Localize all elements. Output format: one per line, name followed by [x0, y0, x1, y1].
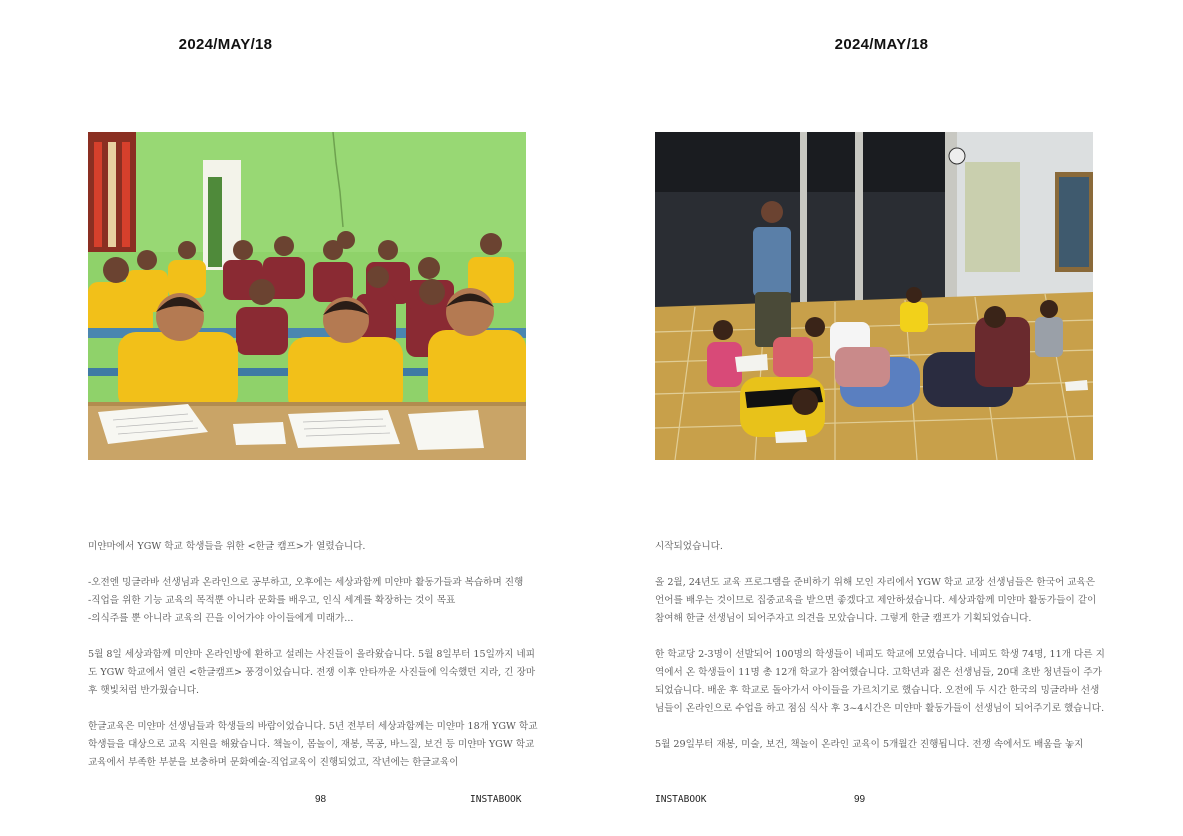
paragraph: 미얀마에서 YGW 학교 학생들을 위한 <한글 캠프>가 열렸습니다. [88, 541, 366, 552]
paragraph: 한글교육은 미얀마 선생님들과 학생들의 바람이었습니다. 5년 전부터 세상과함께는 미얀마 18개 YGW 학교 학생들을 대상으로 교육 지원을 해왔습니다. 책놀이, 몸놀이, 재봉, 목공, 바느질, 보건 등 미얀마 YGW 학교 교육에서 부족한 부분을 보충하며 문화예술-직업교육이 진행되었고, 작년에는 한글교육이 [88, 721, 538, 768]
classroom-photo [88, 132, 526, 460]
right-body-text [655, 538, 1105, 772]
night-class-photo [655, 132, 1093, 460]
paragraph: -오전엔 밍글라바 선생님과 온라인으로 공부하고, 오후에는 세상과함께 미얀마 활동가들과 복습하며 진행 -직업을 위한 기능 교육의 목적뿐 아니라 문화를 배우고, 인식 세계를 확장하는 것이 목표 -의식주를 뿐 아니라 교육의 끈을 이어가야 아이들에게 미래가... [88, 577, 524, 624]
page-date: 2024/MAY/18 [178, 36, 273, 53]
paragraph: 시작되었습니다. [655, 541, 723, 552]
paragraph: 올 2월, 24년도 교육 프로그램을 준비하기 위해 모인 자리에서 YGW 학교 교장 선생님들은 한국어 교육은 언어를 배우는 것이므로 집중교육을 받으면 좋겠다고 제안하셨습니다. 세상과함께 미얀마 활동가들이 같이 참여해 한글 선생님이 되어주자고 의견을 모았습니다. 그렇게 한글 캠프가 기획되었습니다. [655, 577, 1097, 624]
paragraph: 5월 29일부터 재봉, 미술, 보건, 책놀이 온라인 교육이 5개월간 진행됩니다. 전쟁 속에서도 배움을 놓지 [655, 739, 1084, 750]
page-number: 98 [315, 794, 327, 805]
left-body-text [88, 538, 538, 790]
footer-brand: INSTABOOK [470, 794, 522, 805]
footer-brand: INSTABOOK [655, 794, 707, 805]
paragraph: 5월 8일 세상과함께 미얀마 온라인방에 환하고 설레는 사진들이 올라왔습니다. 5월 8일부터 15일까지 네피도 YGW 학교에서 열린 <한글캠프> 풍경이었습니다. 전쟁 이후 안타까운 사진들에 익숙했던 지라, 긴 장마 후 햇빛처럼 반가웠습니다. [88, 649, 536, 696]
left-page [0, 0, 591, 836]
page-date: 2024/MAY/18 [834, 36, 929, 53]
right-page [591, 0, 1182, 836]
page-number: 99 [854, 794, 866, 805]
paragraph: 한 학교당 2-3명이 선발되어 100명의 학생들이 네피도 학교에 모였습니다. 네피도 학생 74명, 11개 다른 지역에서 온 학생들이 11명 총 12개 학교가 참여했습니다. 고학년과 젊은 선생님들, 20대 초반 청년들이 주가 되었습니다. 배운 후 학교로 돌아가서 아이들을 가르치기로 했습니다. 오전에 두 시간 한국의 밍글라바 선생님들이 온라인으로 수업을 하고 점심 식사 후 3~4시간은 미얀마 활동가들이 선생님이 되어주기로 했습니다. [655, 649, 1105, 714]
